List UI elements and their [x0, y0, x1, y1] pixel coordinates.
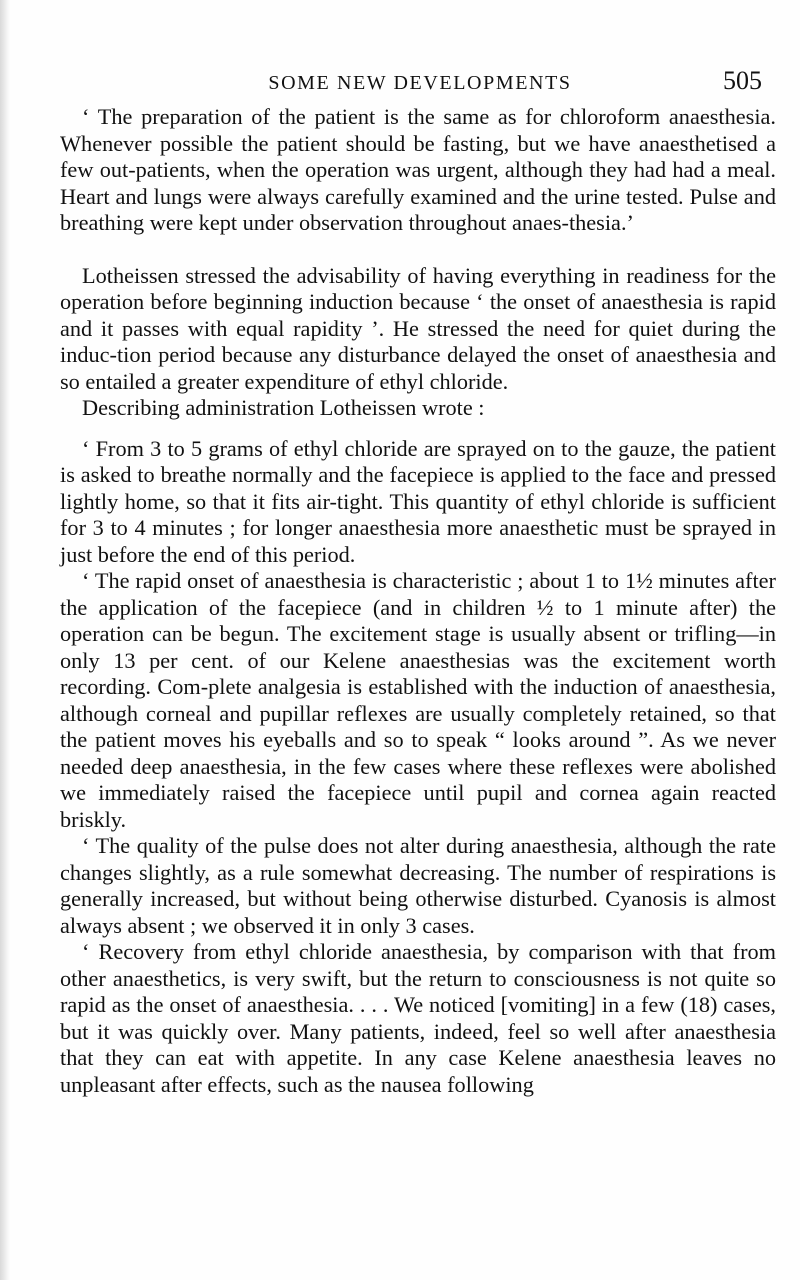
paragraph-advisability: Lotheissen stressed the advisability of having everything in readiness for the operation before beginning induction because ‘ the onset of anaesthesia is rapid and it passes with equal rapidity ’. He stressed the need for quiet during the induc-tion period because any disturbance delayed the onset of anaesthesia and so entailed a greater expenditure of ethyl chloride. [60, 262, 776, 394]
paragraph-preparation-quote: ‘ The preparation of the patient is the same as for chloroform anaesthesia. Whenever possible the patient should be fasting, but we have anaesthetised a few out-patients, when the operation was urgent, although they had had a meal. Heart and lungs were always carefully examined and the urine tested. Pulse and breathing were kept under observation throughout anaes-thesia.’ [60, 104, 776, 235]
page-number: 505 [723, 66, 762, 95]
paragraph-spraying-quote: ‘ From 3 to 5 grams of ethyl chloride are sprayed on to the gauze, the patient is asked to breathe normally and the facepiece is applied to the face and pressed lightly home, so that it fits air-tight. This quantity of ethyl chloride is sufficient for 3 to 4 minutes ; for longer anaesthesia more anaesthetic must be sprayed in just before the end of this period. [60, 435, 776, 567]
paragraph-pulse-quote: ‘ The quality of the pulse does not alter during anaesthesia, although the rate changes slightly, as a rule somewhat decreasing. The number of respirations is generally increased, but without being otherwise disturbed. Cyanosis is almost always absent ; we observed it in only 3 cases. [60, 833, 776, 938]
page-binding-edge [0, 0, 10, 1280]
body-text [60, 104, 776, 1098]
paragraph-rapid-onset-quote: ‘ The rapid onset of anaesthesia is characteristic ; about 1 to 1½ minutes after the application of the facepiece (and in children ½ to 1 minute after) the operation can be begun. The excitement stage is usually absent or trifling—in only 13 per cent. of our Kelene anaesthesias was the excitement worth recording. Com-plete analgesia is established with the induction of anaesthesia, although corneal and pupillar reflexes are usually completely retained, so that the patient moves his eyeballs and so to speak “ looks around ”. As we never needed deep anaesthesia, in the few cases where these reflexes were abolished we immediately raised the facepiece until pupil and cornea again reacted briskly. [60, 568, 776, 832]
running-head: SOME NEW DEVELOPMENTS [268, 72, 572, 94]
page-header [60, 66, 780, 100]
paragraph-recovery-quote: ‘ Recovery from ethyl chloride anaesthesia, by comparison with that from other anaesthetics, is very swift, but the return to consciousness is not quite so rapid as the onset of anaesthesia. . . . We noticed [vomiting] in a few (18) cases, but it was quickly over. Many patients, indeed, feel so well after anaesthesia that they can eat with appetite. In any case Kelene anaesthesia leaves no unpleasant after effects, such as the nausea following [60, 939, 776, 1097]
paragraph-describing-administration: Describing administration Lotheissen wrote : [82, 395, 485, 420]
